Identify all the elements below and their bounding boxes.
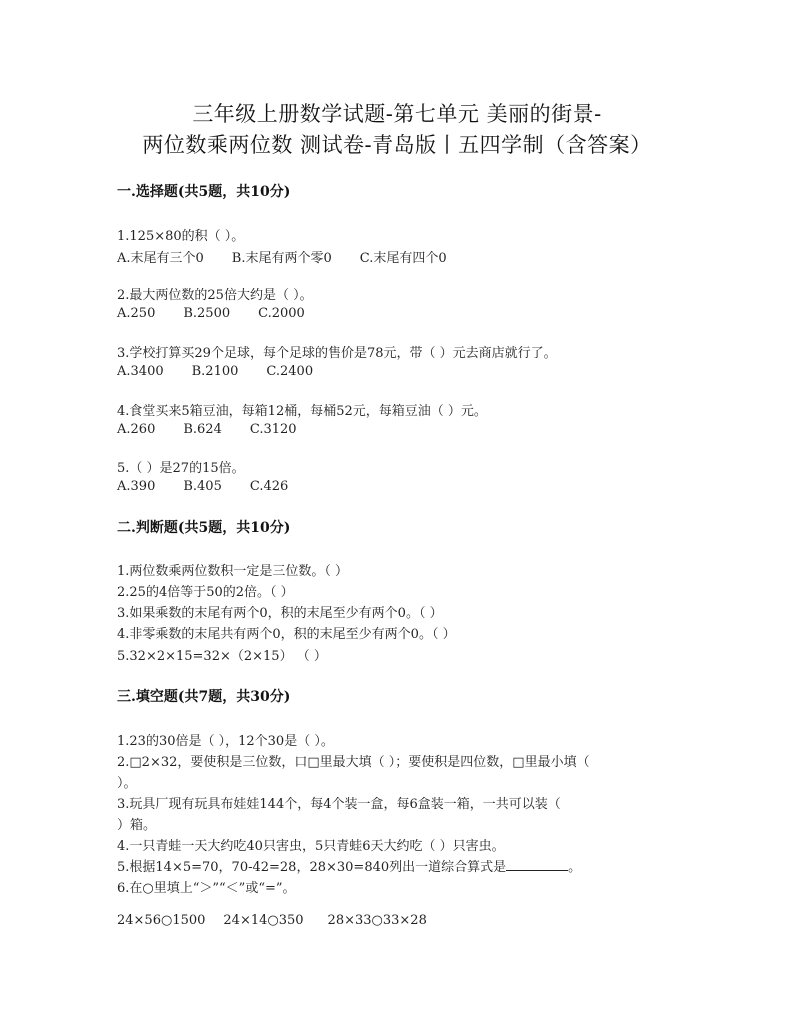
question-4-options bbox=[117, 422, 325, 437]
option-c: C.2000 bbox=[258, 306, 305, 321]
fill-item-5-text: 5.根据14×5=70，70-42=28，28×30=840列出一道综合算式是 bbox=[117, 860, 507, 875]
compare-expr: 24×14○350 bbox=[223, 913, 304, 928]
question-2: 2.最大两位数的25倍大约是（ ）。 bbox=[117, 288, 313, 303]
option-b: B.624 bbox=[183, 422, 222, 437]
fill-item-5-end: 。 bbox=[568, 860, 582, 875]
exam-title-line2: 两位数乘两位数 测试卷-青岛版丨五四学制（含答案） bbox=[142, 133, 652, 157]
option-a: A.250 bbox=[117, 306, 156, 321]
judgement-item: 2.25的4倍等于50的2倍。（ ） bbox=[117, 585, 294, 600]
question-1: 1.125×80的积（ ）。 bbox=[117, 229, 245, 244]
option-b: B.末尾有两个零0 bbox=[231, 251, 332, 266]
question-1-options bbox=[117, 247, 475, 266]
question-3-options bbox=[117, 364, 341, 379]
question-5-options bbox=[117, 479, 316, 494]
option-c: C.3120 bbox=[249, 422, 297, 437]
fill-item-2-cont: ）。 bbox=[117, 776, 137, 791]
fill-item-3-cont: ）箱。 bbox=[117, 818, 157, 833]
fill-item-5 bbox=[117, 856, 581, 875]
option-a: A.末尾有三个0 bbox=[117, 251, 204, 266]
option-a: A.3400 bbox=[117, 364, 164, 379]
section-heading-choice: 一.选择题(共5题，共10分) bbox=[117, 184, 291, 200]
compare-expr: 28×33○33×28 bbox=[327, 913, 427, 928]
fill-item-1: 1.23的30倍是（ ），12个30是（ ）。 bbox=[117, 734, 334, 749]
option-b: B.2500 bbox=[183, 306, 231, 321]
option-a: A.390 bbox=[117, 479, 156, 494]
section-heading-judgement: 二.判断题(共5题，共10分) bbox=[117, 520, 291, 536]
option-a: A.260 bbox=[117, 422, 156, 437]
fill-item-3: 3.玩具厂现有玩具布娃娃144个，每4个装一盒，每6盒装一箱，一共可以装（ bbox=[117, 797, 561, 812]
answer-blank bbox=[506, 858, 568, 871]
question-2-options bbox=[117, 306, 333, 321]
compare-expressions bbox=[117, 913, 455, 928]
fill-item-4: 4.一只青蛙一天大约吃40只害虫，5只青蛙6天大约吃（ ）只害虫。 bbox=[117, 839, 505, 854]
option-c: C.426 bbox=[249, 479, 289, 494]
question-3: 3.学校打算买29个足球，每个足球的售价是78元，带（ ）元去商店就行了。 bbox=[117, 346, 557, 361]
option-b: B.405 bbox=[183, 479, 222, 494]
judgement-item: 3.如果乘数的末尾有两个0，积的末尾至少有两个0。（ ） bbox=[117, 606, 443, 621]
question-4: 4.食堂买来5箱豆油，每箱12桶，每桶52元，每箱豆油（ ）元。 bbox=[117, 404, 487, 419]
option-c: C.末尾有四个0 bbox=[359, 251, 447, 266]
option-b: B.2100 bbox=[191, 364, 239, 379]
question-5: 5.（ ）是27的15倍。 bbox=[117, 461, 245, 476]
option-c: C.2400 bbox=[266, 364, 314, 379]
judgement-item: 5.32×2×15=32×（2×15） （ ） bbox=[117, 649, 327, 664]
section-heading-fill-blank: 三.填空题(共7题，共30分) bbox=[117, 689, 291, 705]
fill-item-2: 2.□2×32，要使积是三位数，口□里最大填（ ）；要使积是四位数，□里最小填（ bbox=[117, 755, 590, 770]
exam-title-line1: 三年级上册数学试题-第七单元 美丽的街景- bbox=[192, 102, 602, 126]
judgement-item: 1.两位数乘两位数积一定是三位数。（ ） bbox=[117, 564, 349, 579]
fill-item-6: 6.在○里填上“＞”“＜”或“=”。 bbox=[117, 881, 296, 896]
compare-expr: 24×56○1500 bbox=[117, 913, 206, 928]
judgement-item: 4.非零乘数的末尾共有两个0，积的末尾至少有两个0。（ ） bbox=[117, 627, 456, 642]
